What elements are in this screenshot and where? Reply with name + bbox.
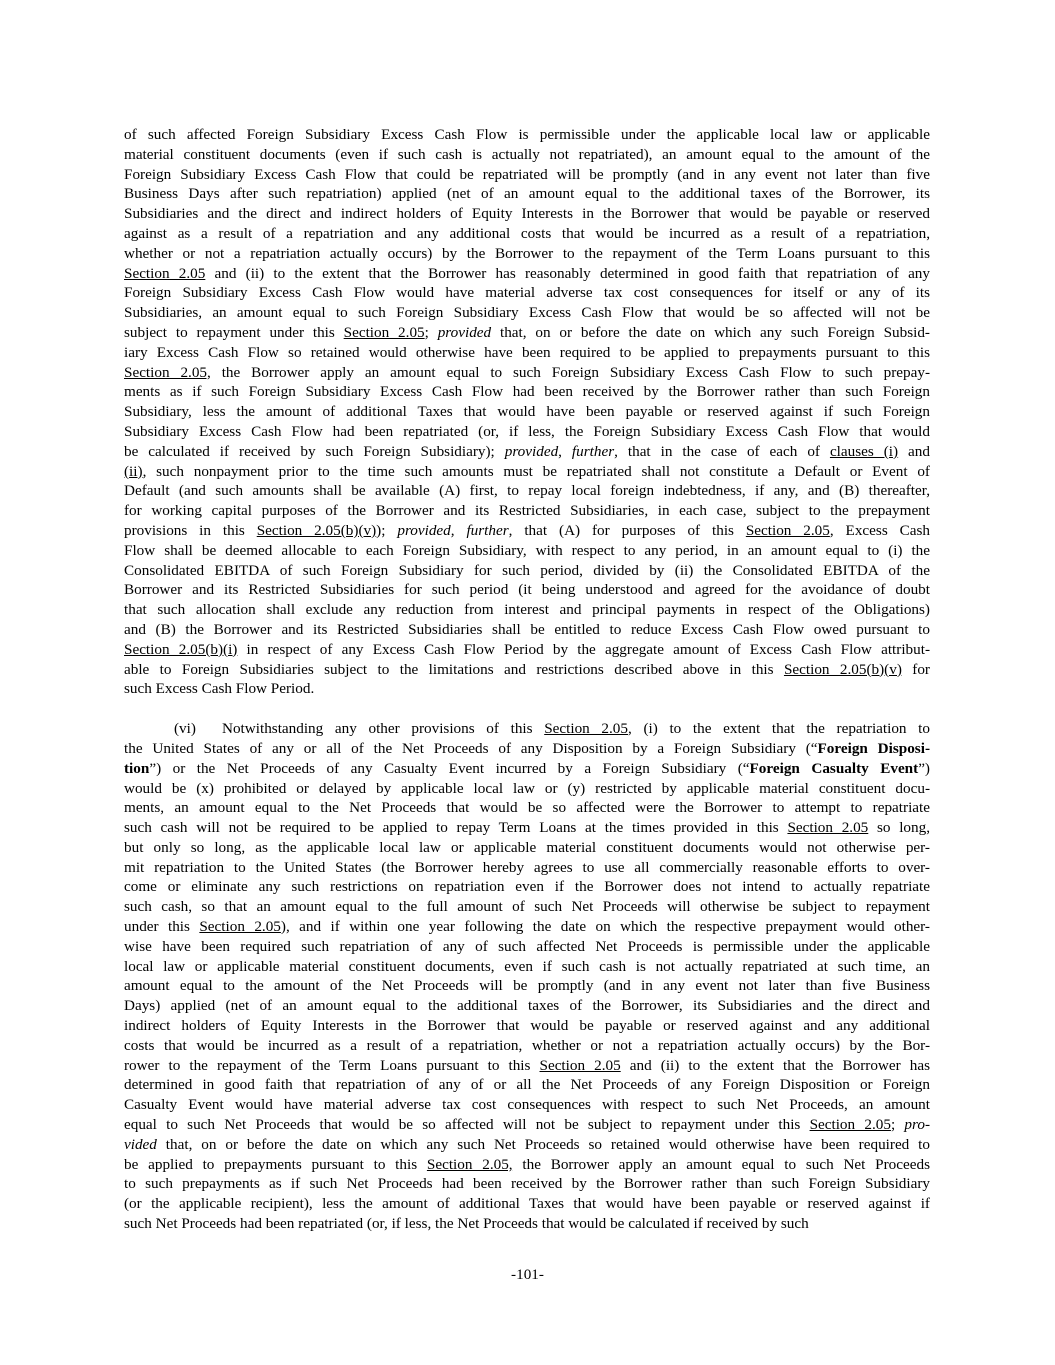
text-run: ments as if such Foreign Subsidiary Excess Cash Flow had been received by the Borrower rather than such Foreign [124, 383, 930, 401]
text-run: Days) applied (net of an amount equal to the additional taxes of the Borrower, its Subsidiaries and the direct and [124, 997, 930, 1015]
text-run: mit repatriation to the United States (the Borrower hereby agrees to use all commercially reasonable efforts to over- [124, 858, 930, 876]
text-line [124, 224, 930, 244]
text-line [124, 521, 930, 541]
text-run: determined in good faith that repatriation of any of or all the Net Proceeds of any Foreign Disposition or Foreign [124, 1076, 930, 1094]
text-line [124, 1016, 930, 1036]
text-line [124, 422, 930, 442]
text-run: (or the applicable recipient), less the amount of additional Taxes that would have been payable or reserved against if [124, 1195, 930, 1213]
section-reference: (ii) [124, 462, 143, 480]
text-line [124, 858, 930, 878]
defined-term: Foreign Disposi- [817, 739, 930, 757]
text-run: against as a result of a repatriation and any additional costs that would be incurred as a result of a repatriation, [124, 224, 930, 242]
text-run: come or eliminate any such restrictions on repatriation even if the Borrower does not intend to actually repatriate [124, 878, 930, 896]
section-reference: Section 2.05(b)(i) [124, 640, 238, 658]
text-run: ”) [918, 759, 930, 777]
text-line [124, 1155, 930, 1175]
text-run: and (B) the Borrower and its Restricted Subsidiaries shall be entitled to reduce Excess Cash Flow owed pursuant to [124, 620, 930, 638]
text-run: , (i) to the extent that the repatriation to [628, 720, 930, 738]
text-run: ), and if within one year following the date on which the respective prepayment would other- [280, 918, 930, 936]
italic-term: provided [504, 442, 559, 460]
section-reference: Section 2.05 [124, 264, 206, 282]
text-line [124, 976, 930, 996]
text-line [124, 917, 930, 937]
text-line [124, 660, 930, 680]
text-run: the Borrower apply an amount equal to such Net Proceeds [512, 1155, 930, 1173]
text-run: Flow shall be deemed allocable to each Foreign Subsidiary, with respect to any period, in an amount equal to (i) the [124, 541, 930, 559]
section-reference: clauses (i) [829, 442, 899, 460]
text-line [124, 125, 930, 145]
paragraph-continued [124, 125, 930, 699]
text-line [124, 402, 930, 422]
text-line [124, 323, 930, 343]
text-run: material constituent documents (even if such cash is actually not repatriated), an amount equal to the amount of the [124, 145, 930, 163]
text-run: Business Days after such repatriation) applied (net of an amount equal to the additional taxes of the Borrower, its [124, 185, 930, 203]
text-line [124, 818, 930, 838]
text-line [124, 264, 930, 284]
text-run: iary Excess Cash Flow so retained would otherwise have been required to be applied to prepayments pursuant to this [124, 343, 930, 361]
text-line [124, 620, 930, 640]
text-line [124, 462, 930, 482]
text-run: whether or not a repatriation actually occurs) by the Borrower to the repayment of the Term Loans pursuant to this [124, 244, 930, 262]
text-run: under this [124, 918, 200, 936]
section-reference: Section 2.05, [426, 1155, 513, 1173]
section-reference: Section 2.05, [124, 363, 211, 381]
text-line [124, 739, 930, 759]
text-run: Default (and such amounts shall be available (A) first, to repay local foreign indebtedness, if any, and (B) thereafter, [124, 482, 930, 500]
text-run: ”) or the Net Proceeds of any Casualty Event incurred by a Foreign Subsidiary (“ [149, 759, 750, 777]
text-run: ments, an amount equal to the Net Proceeds that would be so affected were the Borrower to attempt to repatriate [124, 799, 930, 817]
text-line [124, 363, 930, 383]
text-line [124, 501, 930, 521]
text-line [124, 244, 930, 264]
text-run: the United States of any or all of the Net Proceeds of any Disposition by a Foreign Subsidiary (“ [124, 739, 818, 757]
text-line [124, 779, 930, 799]
section-reference: Section 2.05 [745, 521, 830, 539]
text-run: Subsidiary, less the amount of additional Taxes that would have been payable or reserved against if such Foreign [124, 403, 930, 421]
text-run: amount equal to the amount of the Net Proceeds will be promptly (and in any event not later than five Business [124, 977, 930, 995]
text-line [124, 382, 930, 402]
text-run: costs that would be incurred as a result of a repatriation, whether or not a repatriation actually occurs) by the Bor- [124, 1036, 930, 1054]
text-line [124, 759, 930, 779]
section-reference: Section 2.05 [544, 720, 628, 738]
text-line [124, 1056, 930, 1076]
text-run: provisions in this [124, 521, 257, 539]
text-line [124, 541, 930, 561]
text-run: for working capital purposes of the Borrower and its Restricted Subsidiaries, in each case, subject to the prepayment [124, 502, 930, 520]
text-run: Borrower and its Restricted Subsidiaries for such period (it being understood and agreed for the avoidance of doubt [124, 581, 930, 599]
text-run: and [898, 442, 930, 460]
section-reference: Section 2.05 [809, 1116, 891, 1134]
text-run: and (ii) to the extent that the Borrower has reasonably determined in good faith that repatriation of any [205, 264, 930, 282]
italic-term: provided [437, 323, 492, 341]
text-line [124, 283, 930, 303]
text-line [124, 640, 930, 660]
text-run: such cash will not be required to be applied to repay Term Loans at the times provided in this [124, 819, 788, 837]
section-reference: Section 2.05 [343, 323, 425, 341]
text-run: wise have been required such repatriation of any of such affected Net Proceeds is permissible under the applicable [124, 937, 930, 955]
text-line [124, 1115, 930, 1135]
text-run: , Excess Cash [829, 521, 930, 539]
text-run: ; [424, 323, 438, 341]
text-line [124, 1194, 930, 1214]
text-run: Subsidiaries and the direct and indirect holders of Equity Interests in the Borrower that would be payable or reserved [124, 205, 930, 223]
text-line [124, 897, 930, 917]
text-line [124, 1095, 930, 1115]
text-run: Foreign Subsidiary Excess Cash Flow that could be repatriated will be promptly (and in any event not later than five [124, 165, 930, 183]
text-run: , [558, 442, 572, 460]
text-line [124, 442, 930, 462]
text-line [124, 798, 930, 818]
italic-term: pro- [904, 1116, 930, 1134]
clause-label: (vi) [174, 720, 196, 738]
text-line [124, 937, 930, 957]
text-line [124, 600, 930, 620]
text-run: , that (A) for purposes of this [508, 521, 746, 539]
section-reference: Section 2.05 [199, 918, 281, 936]
text-run: able to Foreign Subsidiaries subject to the limitations and restrictions described above in this [124, 660, 784, 678]
text-run: such Net Proceeds had been repatriated (or, if less, the Net Proceeds that would be calculated if received by such [124, 1215, 809, 1233]
text-run: subject to repayment under this [124, 323, 344, 341]
text-line [124, 145, 930, 165]
text-run: indirect holders of Equity Interests in the Borrower that would be payable or reserved against and any additional [124, 1017, 930, 1035]
text-run: Consolidated EBITDA of such Foreign Subsidiary for such period, divided by (ii) the Consolidated EBITDA of the [124, 561, 930, 579]
text-run: that such allocation shall exclude any reduction from interest and principal payments in respect of the Obligations) [124, 601, 930, 619]
text-line [124, 481, 930, 501]
paragraph-vi [124, 719, 930, 1234]
text-run: in respect of any Excess Cash Flow Period by the aggregate amount of Excess Cash Flow attribut- [237, 640, 930, 658]
text-run: for [901, 660, 930, 678]
text-line [124, 580, 930, 600]
text-line [124, 1174, 930, 1194]
section-reference: Section 2.05 [787, 819, 869, 837]
text-run: ; [890, 1116, 905, 1134]
page-number: -101- [511, 1266, 544, 1283]
text-run: and (ii) to the extent that the Borrower has [620, 1056, 930, 1074]
text-run: that, on or before the date on which any such Foreign Subsid- [491, 323, 930, 341]
paragraph-gap [124, 699, 930, 719]
document-body [124, 125, 930, 1234]
text-run: , such nonpayment prior to the time such amounts must be repatriated shall not constitute a Default or Event of [142, 462, 930, 480]
section-reference: Section 2.05 [539, 1056, 621, 1074]
text-run: rower to the repayment of the Term Loans pursuant to this [124, 1056, 540, 1074]
text-line [124, 204, 930, 224]
text-line [124, 719, 930, 739]
text-run: , that in the case of each of [614, 442, 830, 460]
text-line [124, 1036, 930, 1056]
text-run: Foreign Subsidiary Excess Cash Flow would have material adverse tax cost consequences for itself or any of its [124, 284, 930, 302]
italic-term: vided [124, 1135, 157, 1153]
italic-term: further [571, 442, 615, 460]
section-reference: Section 2.05(b)(v) [783, 660, 902, 678]
text-run: be calculated if received by such Foreign Subsidiary); [124, 442, 505, 460]
text-run: equal to such Net Proceeds that would be so affected will not be subject to repayment under this [124, 1116, 810, 1134]
defined-term: Foreign Casualty Event [749, 759, 919, 777]
text-run: be applied to prepayments pursuant to this [124, 1155, 427, 1173]
text-run: Notwithstanding any other provisions of this [222, 720, 545, 738]
text-run: such cash, so that an amount equal to the full amount of such Net Proceeds will otherwise be subject to repayment [124, 898, 930, 916]
text-run: local law or applicable material constituent documents, even if such cash is not actually repatriated at such time, an [124, 957, 930, 975]
text-run: to such prepayments as if such Net Proceeds had been received by the Borrower rather than such Foreign Subsidiary [124, 1175, 930, 1193]
text-line [124, 679, 930, 699]
text-run: that, on or before the date on which any such Net Proceeds so retained would otherwise have been required to [156, 1135, 930, 1153]
text-run: ); [376, 521, 398, 539]
text-line [124, 1075, 930, 1095]
text-run: would be (x) prohibited or delayed by applicable local law or (y) restricted by applicable material constituent docu- [124, 779, 930, 797]
text-line [124, 996, 930, 1016]
italic-term: provided, further [397, 521, 509, 539]
text-run: the Borrower apply an amount equal to such Foreign Subsidiary Excess Cash Flow to such prepay- [210, 363, 930, 381]
text-run: Subsidiary Excess Cash Flow had been repatriated (or, if less, the Foreign Subsidiary Excess Cash Flow that would [124, 422, 930, 440]
text-run: Casualty Event would have material adverse tax cost consequences with respect to such Net Proceeds, an amount [124, 1096, 930, 1114]
text-run: so long, [868, 819, 930, 837]
text-line [124, 184, 930, 204]
text-run: of such affected Foreign Subsidiary Excess Cash Flow is permissible under the applicable local law or applicable [124, 126, 930, 143]
text-line [124, 838, 930, 858]
text-run: such Excess Cash Flow Period. [124, 680, 315, 698]
text-line [124, 165, 930, 185]
text-run: but only so long, as the applicable local law or applicable material constituent documents would not otherwise per- [124, 838, 930, 856]
text-line [124, 957, 930, 977]
text-line [124, 343, 930, 363]
text-run: Subsidiaries, an amount equal to such Foreign Subsidiary Excess Cash Flow that would be so affected will not be [124, 304, 930, 322]
section-reference: Section 2.05(b)(v) [256, 521, 377, 539]
text-line [124, 877, 930, 897]
text-line [124, 1135, 930, 1155]
text-line [124, 303, 930, 323]
defined-term: tion [124, 759, 150, 777]
text-line [124, 1214, 930, 1234]
text-line [124, 561, 930, 581]
